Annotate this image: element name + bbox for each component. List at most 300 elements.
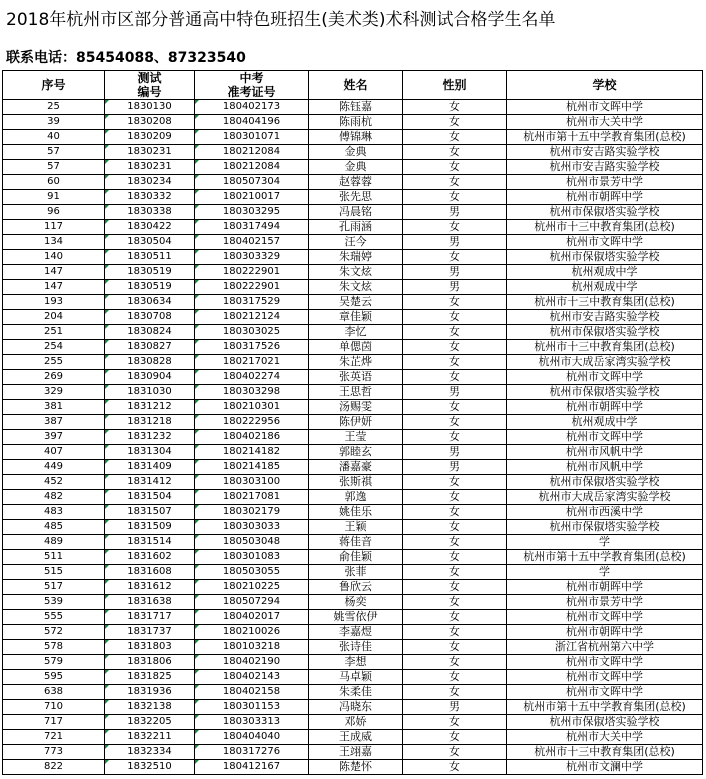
table-row <box>3 280 703 295</box>
table-row <box>3 535 703 550</box>
cell-seq: 555 <box>3 610 105 625</box>
cell-name: 赵蓉蓉 <box>309 175 403 190</box>
cell-gender: 女 <box>403 145 507 160</box>
cell-exam-no: 180214182 <box>195 445 309 460</box>
cell-gender: 女 <box>403 610 507 625</box>
cell-test-no: 1830231 <box>105 160 195 175</box>
cell-exam-no: 180212084 <box>195 145 309 160</box>
cell-school: 杭州市保俶塔实验学校 <box>507 385 703 400</box>
cell-school: 杭州市十三中教育集团(总校) <box>507 340 703 355</box>
cell-gender: 女 <box>403 370 507 385</box>
cell-gender: 男 <box>403 265 507 280</box>
cell-gender: 女 <box>403 415 507 430</box>
cell-name: 张先思 <box>309 190 403 205</box>
cell-seq: 329 <box>3 385 105 400</box>
cell-gender: 男 <box>403 700 507 715</box>
cell-gender: 女 <box>403 625 507 640</box>
cell-exam-no: 180303100 <box>195 475 309 490</box>
cell-exam-no: 180301153 <box>195 700 309 715</box>
cell-name: 金典 <box>309 145 403 160</box>
cell-seq: 91 <box>3 190 105 205</box>
cell-exam-no: 180402173 <box>195 100 309 115</box>
cell-test-no: 1830708 <box>105 310 195 325</box>
table-row <box>3 745 703 760</box>
cell-school: 杭州市朝晖中学 <box>507 580 703 595</box>
cell-seq: 539 <box>3 595 105 610</box>
student-table <box>2 70 703 775</box>
cell-school: 杭州市第十五中学教育集团(总校) <box>507 700 703 715</box>
cell-school: 杭州市第十五中学教育集团(总校) <box>507 550 703 565</box>
cell-exam-no: 180301071 <box>195 130 309 145</box>
cell-exam-no: 180303298 <box>195 385 309 400</box>
cell-seq: 57 <box>3 160 105 175</box>
cell-name: 姚佳乐 <box>309 505 403 520</box>
cell-exam-no: 180222901 <box>195 280 309 295</box>
cell-gender: 女 <box>403 520 507 535</box>
cell-school: 杭州观成中学 <box>507 415 703 430</box>
cell-name: 单偲茵 <box>309 340 403 355</box>
cell-gender: 女 <box>403 430 507 445</box>
cell-exam-no: 180303033 <box>195 520 309 535</box>
cell-name: 潘嘉豪 <box>309 460 403 475</box>
table-header-row <box>3 71 703 100</box>
table-row <box>3 475 703 490</box>
cell-test-no: 1831504 <box>105 490 195 505</box>
cell-exam-no: 180210026 <box>195 625 309 640</box>
cell-exam-no: 180507304 <box>195 175 309 190</box>
cell-name: 郭睦玄 <box>309 445 403 460</box>
table-row <box>3 265 703 280</box>
cell-seq: 140 <box>3 250 105 265</box>
cell-school: 杭州市保俶塔实验学校 <box>507 715 703 730</box>
cell-name: 姚雪依伊 <box>309 610 403 625</box>
cell-name: 朱文炫 <box>309 280 403 295</box>
cell-name: 陈雨杭 <box>309 115 403 130</box>
table-row <box>3 445 703 460</box>
header-seq: 序号 <box>3 71 105 100</box>
cell-school: 杭州市文晖中学 <box>507 610 703 625</box>
cell-seq: 57 <box>3 145 105 160</box>
header-exam-no <box>195 71 309 100</box>
cell-gender: 女 <box>403 505 507 520</box>
table-row <box>3 145 703 160</box>
cell-exam-no: 180402186 <box>195 430 309 445</box>
cell-school: 杭州观成中学 <box>507 280 703 295</box>
cell-gender: 女 <box>403 190 507 205</box>
cell-test-no: 1831608 <box>105 565 195 580</box>
cell-test-no: 1831936 <box>105 685 195 700</box>
header-test-no-line1: 测试 <box>137 71 162 85</box>
table-row <box>3 760 703 775</box>
cell-seq: 40 <box>3 130 105 145</box>
cell-seq: 147 <box>3 280 105 295</box>
cell-name: 马卓颖 <box>309 670 403 685</box>
cell-test-no: 1832510 <box>105 760 195 775</box>
cell-seq: 397 <box>3 430 105 445</box>
cell-exam-no: 180503048 <box>195 535 309 550</box>
cell-seq: 96 <box>3 205 105 220</box>
cell-exam-no: 180222901 <box>195 265 309 280</box>
cell-seq: 483 <box>3 505 105 520</box>
cell-seq: 579 <box>3 655 105 670</box>
cell-exam-no: 180402190 <box>195 655 309 670</box>
header-name: 姓名 <box>309 71 403 100</box>
cell-school: 杭州市保俶塔实验学校 <box>507 475 703 490</box>
cell-school: 杭州市保俶塔实验学校 <box>507 520 703 535</box>
cell-school: 杭州市安吉路实验学校 <box>507 310 703 325</box>
cell-test-no: 1830234 <box>105 175 195 190</box>
cell-gender: 女 <box>403 730 507 745</box>
cell-exam-no: 180303025 <box>195 325 309 340</box>
cell-seq: 204 <box>3 310 105 325</box>
cell-seq: 517 <box>3 580 105 595</box>
cell-test-no: 1830504 <box>105 235 195 250</box>
table-row <box>3 490 703 505</box>
cell-test-no: 1830231 <box>105 145 195 160</box>
table-row <box>3 115 703 130</box>
cell-gender: 女 <box>403 175 507 190</box>
cell-gender: 女 <box>403 745 507 760</box>
cell-gender: 女 <box>403 325 507 340</box>
cell-school: 杭州市保俶塔实验学校 <box>507 205 703 220</box>
cell-gender: 女 <box>403 670 507 685</box>
cell-exam-no: 180317529 <box>195 295 309 310</box>
cell-name: 郭逸 <box>309 490 403 505</box>
cell-gender: 女 <box>403 295 507 310</box>
cell-test-no: 1831737 <box>105 625 195 640</box>
cell-exam-no: 180402157 <box>195 235 309 250</box>
cell-exam-no: 180402143 <box>195 670 309 685</box>
cell-name: 张斯祺 <box>309 475 403 490</box>
table-row <box>3 415 703 430</box>
cell-school: 杭州市文晖中学 <box>507 370 703 385</box>
header-exam-no-line1: 中考 <box>239 71 264 85</box>
cell-school: 杭州市大关中学 <box>507 730 703 745</box>
table-row <box>3 310 703 325</box>
cell-test-no: 1830422 <box>105 220 195 235</box>
cell-seq: 822 <box>3 760 105 775</box>
cell-gender: 女 <box>403 760 507 775</box>
cell-test-no: 1830209 <box>105 130 195 145</box>
cell-test-no: 1831806 <box>105 655 195 670</box>
cell-school: 杭州市文晖中学 <box>507 100 703 115</box>
table-row <box>3 520 703 535</box>
cell-school: 杭州市景芳中学 <box>507 175 703 190</box>
cell-name: 章佳颖 <box>309 310 403 325</box>
cell-name: 李忆 <box>309 325 403 340</box>
cell-test-no: 1831507 <box>105 505 195 520</box>
cell-seq: 25 <box>3 100 105 115</box>
cell-gender: 女 <box>403 250 507 265</box>
cell-seq: 255 <box>3 355 105 370</box>
cell-name: 傅锦琳 <box>309 130 403 145</box>
cell-gender: 女 <box>403 655 507 670</box>
cell-school: 杭州市朝晖中学 <box>507 625 703 640</box>
cell-test-no: 1831412 <box>105 475 195 490</box>
cell-exam-no: 180402017 <box>195 610 309 625</box>
table-row <box>3 580 703 595</box>
cell-school: 杭州市保俶塔实验学校 <box>507 250 703 265</box>
header-test-no <box>105 71 195 100</box>
page-title: 2018年杭州市区部分普通高中特色班招生(美术类)术科测试合格学生名单 <box>6 10 556 30</box>
cell-test-no: 1831803 <box>105 640 195 655</box>
cell-school: 杭州市朝晖中学 <box>507 400 703 415</box>
cell-exam-no: 180303295 <box>195 205 309 220</box>
cell-gender: 男 <box>403 235 507 250</box>
cell-seq: 452 <box>3 475 105 490</box>
cell-test-no: 1831717 <box>105 610 195 625</box>
cell-name: 朱柔佳 <box>309 685 403 700</box>
cell-gender: 女 <box>403 565 507 580</box>
cell-school: 杭州市安吉路实验学校 <box>507 160 703 175</box>
cell-gender: 女 <box>403 130 507 145</box>
cell-seq: 39 <box>3 115 105 130</box>
cell-seq: 595 <box>3 670 105 685</box>
cell-gender: 女 <box>403 100 507 115</box>
cell-name: 朱芷烨 <box>309 355 403 370</box>
table-row <box>3 565 703 580</box>
cell-school: 学 <box>507 535 703 550</box>
cell-exam-no: 180217021 <box>195 355 309 370</box>
cell-gender: 女 <box>403 400 507 415</box>
table-row <box>3 610 703 625</box>
cell-test-no: 1831612 <box>105 580 195 595</box>
cell-test-no: 1830519 <box>105 280 195 295</box>
table-row <box>3 190 703 205</box>
cell-school: 杭州市文澜中学 <box>507 760 703 775</box>
cell-name: 陈楚怀 <box>309 760 403 775</box>
cell-seq: 269 <box>3 370 105 385</box>
cell-gender: 女 <box>403 340 507 355</box>
cell-school: 杭州市十三中教育集团(总校) <box>507 745 703 760</box>
cell-name: 孔雨涵 <box>309 220 403 235</box>
cell-seq: 482 <box>3 490 105 505</box>
cell-exam-no: 180412167 <box>195 760 309 775</box>
cell-test-no: 1831509 <box>105 520 195 535</box>
cell-test-no: 1832334 <box>105 745 195 760</box>
cell-school: 杭州市文晖中学 <box>507 430 703 445</box>
cell-test-no: 1832211 <box>105 730 195 745</box>
header-test-no-line2: 编号 <box>137 85 162 99</box>
cell-name: 王成威 <box>309 730 403 745</box>
cell-exam-no: 180503055 <box>195 565 309 580</box>
table-row <box>3 550 703 565</box>
cell-exam-no: 180303313 <box>195 715 309 730</box>
cell-name: 王莹 <box>309 430 403 445</box>
cell-seq: 387 <box>3 415 105 430</box>
cell-exam-no: 180212124 <box>195 310 309 325</box>
cell-school: 杭州市大成岳家湾实验学校 <box>507 490 703 505</box>
cell-seq: 489 <box>3 535 105 550</box>
cell-gender: 女 <box>403 685 507 700</box>
table-row <box>3 370 703 385</box>
cell-seq: 147 <box>3 265 105 280</box>
cell-seq: 449 <box>3 460 105 475</box>
table-row <box>3 340 703 355</box>
cell-exam-no: 180507294 <box>195 595 309 610</box>
cell-name: 陈伊妍 <box>309 415 403 430</box>
table-body <box>3 100 703 775</box>
table-row <box>3 670 703 685</box>
cell-name: 冯晨铭 <box>309 205 403 220</box>
table-row <box>3 175 703 190</box>
cell-test-no: 1831602 <box>105 550 195 565</box>
table-row <box>3 700 703 715</box>
cell-school: 杭州市第十五中学教育集团(总校) <box>507 130 703 145</box>
cell-gender: 女 <box>403 490 507 505</box>
cell-name: 张诗佳 <box>309 640 403 655</box>
cell-seq: 251 <box>3 325 105 340</box>
cell-seq: 117 <box>3 220 105 235</box>
table-row <box>3 640 703 655</box>
cell-school: 杭州市文晖中学 <box>507 235 703 250</box>
table-row <box>3 400 703 415</box>
table-row <box>3 325 703 340</box>
cell-seq: 515 <box>3 565 105 580</box>
cell-exam-no: 180210301 <box>195 400 309 415</box>
cell-name: 鲁欣云 <box>309 580 403 595</box>
cell-school: 杭州市景芳中学 <box>507 595 703 610</box>
cell-exam-no: 180404196 <box>195 115 309 130</box>
cell-test-no: 1830519 <box>105 265 195 280</box>
cell-exam-no: 180317494 <box>195 220 309 235</box>
table-row <box>3 130 703 145</box>
header-gender: 性别 <box>403 71 507 100</box>
cell-gender: 女 <box>403 160 507 175</box>
cell-school: 杭州市安吉路实验学校 <box>507 145 703 160</box>
table-row <box>3 715 703 730</box>
cell-gender: 女 <box>403 550 507 565</box>
cell-name: 俞佳颖 <box>309 550 403 565</box>
table-row <box>3 355 703 370</box>
table-row <box>3 220 703 235</box>
cell-school: 杭州市文晖中学 <box>507 670 703 685</box>
cell-gender: 女 <box>403 580 507 595</box>
cell-school: 学 <box>507 565 703 580</box>
cell-name: 王翊嘉 <box>309 745 403 760</box>
cell-gender: 女 <box>403 640 507 655</box>
cell-school: 杭州市保俶塔实验学校 <box>507 325 703 340</box>
cell-gender: 女 <box>403 535 507 550</box>
header-exam-no-line2: 准考证号 <box>227 85 276 99</box>
table-row <box>3 385 703 400</box>
cell-name: 张菲 <box>309 565 403 580</box>
cell-exam-no: 180212084 <box>195 160 309 175</box>
cell-school: 杭州观成中学 <box>507 265 703 280</box>
table-row <box>3 460 703 475</box>
cell-gender: 女 <box>403 220 507 235</box>
cell-exam-no: 180217081 <box>195 490 309 505</box>
cell-exam-no: 180210017 <box>195 190 309 205</box>
cell-seq: 578 <box>3 640 105 655</box>
cell-test-no: 1830332 <box>105 190 195 205</box>
table-row <box>3 430 703 445</box>
cell-school: 浙江省杭州第六中学 <box>507 640 703 655</box>
cell-test-no: 1830511 <box>105 250 195 265</box>
cell-gender: 女 <box>403 115 507 130</box>
cell-test-no: 1830824 <box>105 325 195 340</box>
cell-school: 杭州市大成岳家湾实验学校 <box>507 355 703 370</box>
cell-exam-no: 180210225 <box>195 580 309 595</box>
cell-school: 杭州市十三中教育集团(总校) <box>507 295 703 310</box>
table-row <box>3 730 703 745</box>
cell-school: 杭州市文晖中学 <box>507 685 703 700</box>
cell-seq: 721 <box>3 730 105 745</box>
cell-school: 杭州市风帆中学 <box>507 460 703 475</box>
cell-gender: 男 <box>403 385 507 400</box>
table-row <box>3 655 703 670</box>
cell-gender: 男 <box>403 445 507 460</box>
cell-name: 吴楚云 <box>309 295 403 310</box>
cell-school: 杭州市风帆中学 <box>507 445 703 460</box>
cell-test-no: 1830130 <box>105 100 195 115</box>
cell-seq: 381 <box>3 400 105 415</box>
table-row <box>3 250 703 265</box>
cell-test-no: 1831030 <box>105 385 195 400</box>
cell-test-no: 1830828 <box>105 355 195 370</box>
cell-name: 蒋佳音 <box>309 535 403 550</box>
cell-seq: 485 <box>3 520 105 535</box>
cell-name: 王颖 <box>309 520 403 535</box>
cell-name: 张英语 <box>309 370 403 385</box>
table-row <box>3 100 703 115</box>
cell-name: 朱文炫 <box>309 265 403 280</box>
cell-test-no: 1830634 <box>105 295 195 310</box>
cell-seq: 60 <box>3 175 105 190</box>
cell-name: 陈钰嘉 <box>309 100 403 115</box>
cell-test-no: 1831212 <box>105 400 195 415</box>
cell-test-no: 1831409 <box>105 460 195 475</box>
cell-name: 朱瑞婷 <box>309 250 403 265</box>
cell-test-no: 1830338 <box>105 205 195 220</box>
cell-gender: 女 <box>403 475 507 490</box>
cell-school: 杭州市十三中教育集团(总校) <box>507 220 703 235</box>
cell-school: 杭州市西溪中学 <box>507 505 703 520</box>
cell-name: 李想 <box>309 655 403 670</box>
cell-test-no: 1831514 <box>105 535 195 550</box>
cell-exam-no: 180302179 <box>195 505 309 520</box>
cell-test-no: 1831304 <box>105 445 195 460</box>
cell-gender: 女 <box>403 310 507 325</box>
cell-seq: 254 <box>3 340 105 355</box>
table-row <box>3 685 703 700</box>
table-row <box>3 295 703 310</box>
cell-exam-no: 180404040 <box>195 730 309 745</box>
table-row <box>3 160 703 175</box>
cell-name: 汤赐雯 <box>309 400 403 415</box>
cell-seq: 638 <box>3 685 105 700</box>
cell-test-no: 1832138 <box>105 700 195 715</box>
cell-exam-no: 180214185 <box>195 460 309 475</box>
cell-gender: 男 <box>403 205 507 220</box>
table-row <box>3 625 703 640</box>
cell-gender: 男 <box>403 460 507 475</box>
cell-name: 杨奕 <box>309 595 403 610</box>
cell-exam-no: 180303329 <box>195 250 309 265</box>
cell-test-no: 1831218 <box>105 415 195 430</box>
cell-gender: 女 <box>403 355 507 370</box>
cell-seq: 511 <box>3 550 105 565</box>
table-row <box>3 595 703 610</box>
cell-seq: 717 <box>3 715 105 730</box>
cell-test-no: 1832205 <box>105 715 195 730</box>
cell-name: 冯晓东 <box>309 700 403 715</box>
cell-test-no: 1831825 <box>105 670 195 685</box>
table-row <box>3 205 703 220</box>
cell-exam-no: 180317276 <box>195 745 309 760</box>
cell-gender: 女 <box>403 595 507 610</box>
contact-phone: 联系电话：85454088、87323540 <box>6 50 246 66</box>
